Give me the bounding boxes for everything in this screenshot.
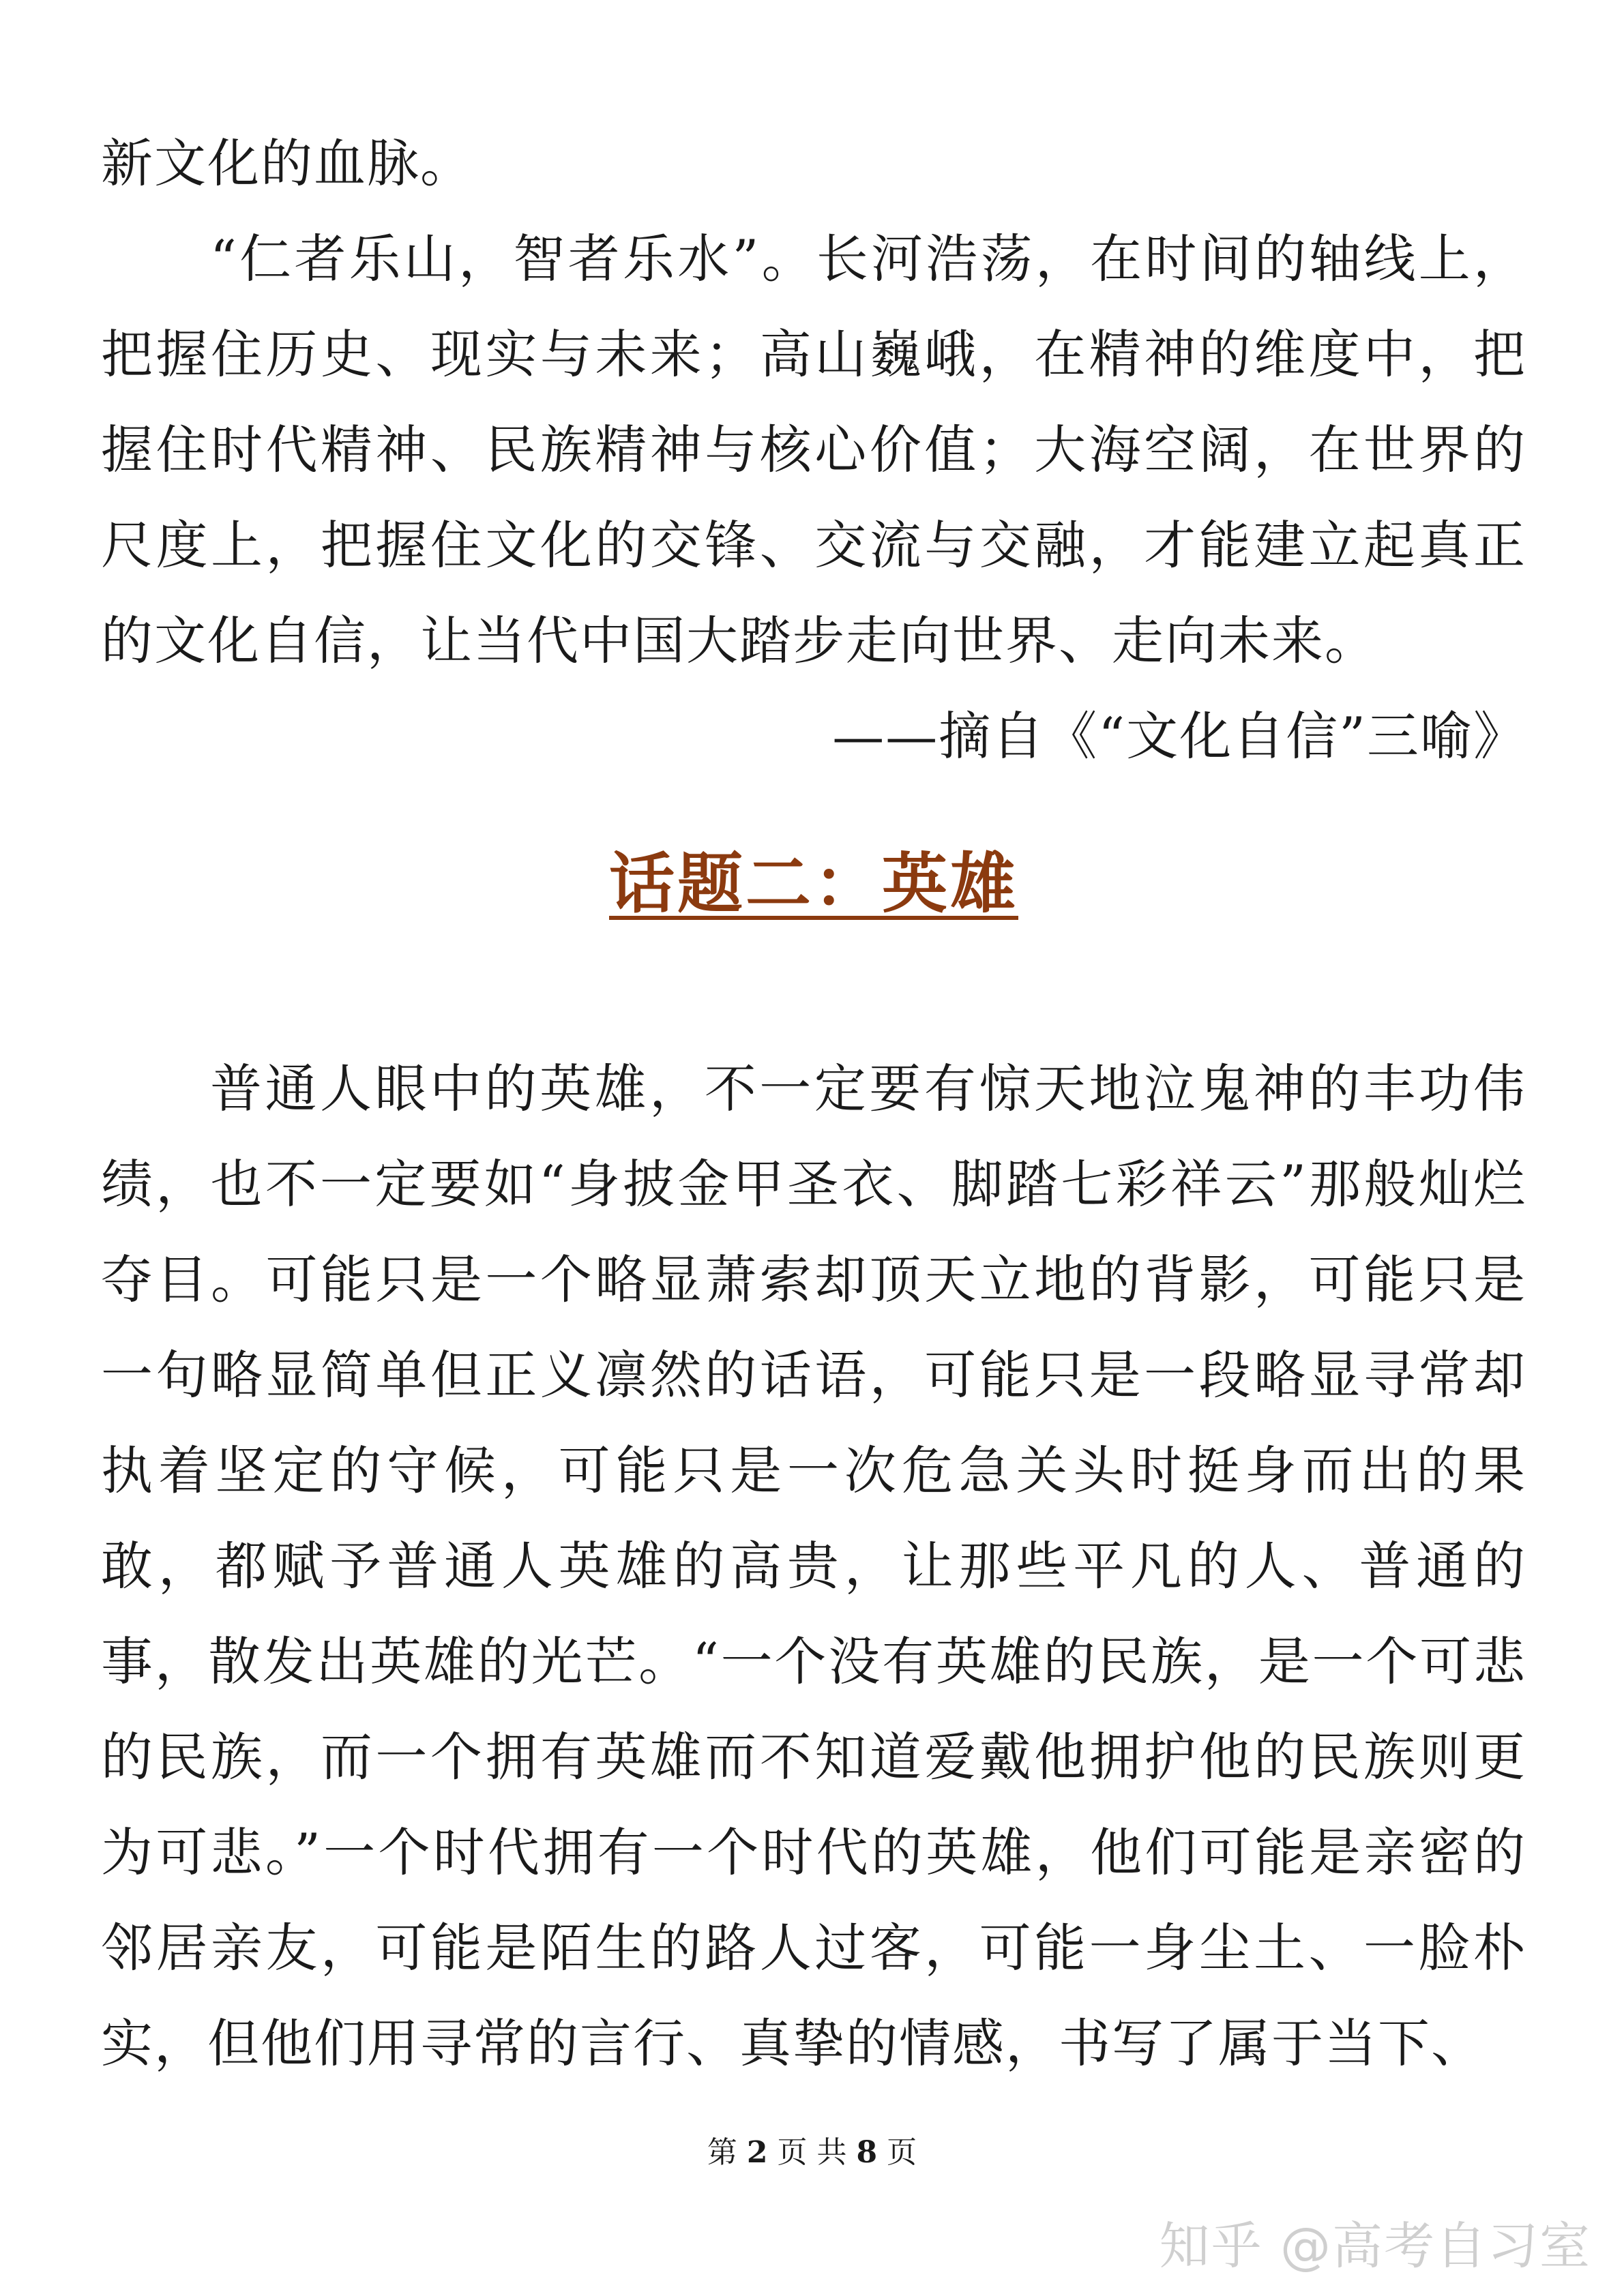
intro-continuation: 新文化的血脉。 — [101, 133, 473, 194]
intro-paragraph: “仁者乐山，智者乐水”。长河浩荡，在时间的轴线上，把握住历史、现实与未来；高山巍峨，在精神的维度中，把握住时代精神、民族精神与核心价值；大海空阔，在世界的尺度上，把握住文化的交锋、交流与交融，才能建立起真正的文化自信，让当代中国大踏步走向世界、走向未来。 — [101, 228, 1526, 671]
topic-heading-text: 话题二：英雄 — [609, 845, 1018, 922]
total-pages-number: 8 — [856, 2135, 878, 2170]
watermark: 知乎 @高考自习室 — [1159, 2217, 1591, 2276]
footer-prefix: 第 — [707, 2135, 737, 2170]
footer-suffix: 页 — [887, 2135, 917, 2170]
footer-middle: 页 共 — [777, 2135, 847, 2170]
current-page-number: 2 — [746, 2135, 768, 2170]
topic-heading — [101, 832, 1526, 925]
page-content — [101, 116, 1526, 2091]
topic-paragraph: 普通人眼中的英雄，不一定要有惊天地泣鬼神的丰功伟绩，也不一定要如“身披金甲圣衣、脚踏七彩祥云”那般灿烂夺目。可能只是一个略显萧索却顶天立地的背影，可能只是一句略显简单但正义凛然的话语，可能只是一段略显寻常却执着坚定的守候，可能只是一次危急关头时挺身而出的果敢，都赋予普通人英雄的高贵，让那些平凡的人、普通的事，散发出英雄的光芒。“一个没有英雄的民族，是一个可悲的民族，而一个拥有英雄而不知道爱戴他拥护他的民族则更为可悲。”一个时代拥有一个时代的英雄，他们可能是亲密的邻居亲友，可能是陌生的路人过客，可能一身尘土、一脸朴实，但他们用寻常的言行、真挚的情感，书写了属于当下、 — [101, 1058, 1526, 2074]
page-footer — [0, 2128, 1624, 2171]
quote-source: ——摘自《“文化自信”三喻》 — [832, 706, 1526, 766]
